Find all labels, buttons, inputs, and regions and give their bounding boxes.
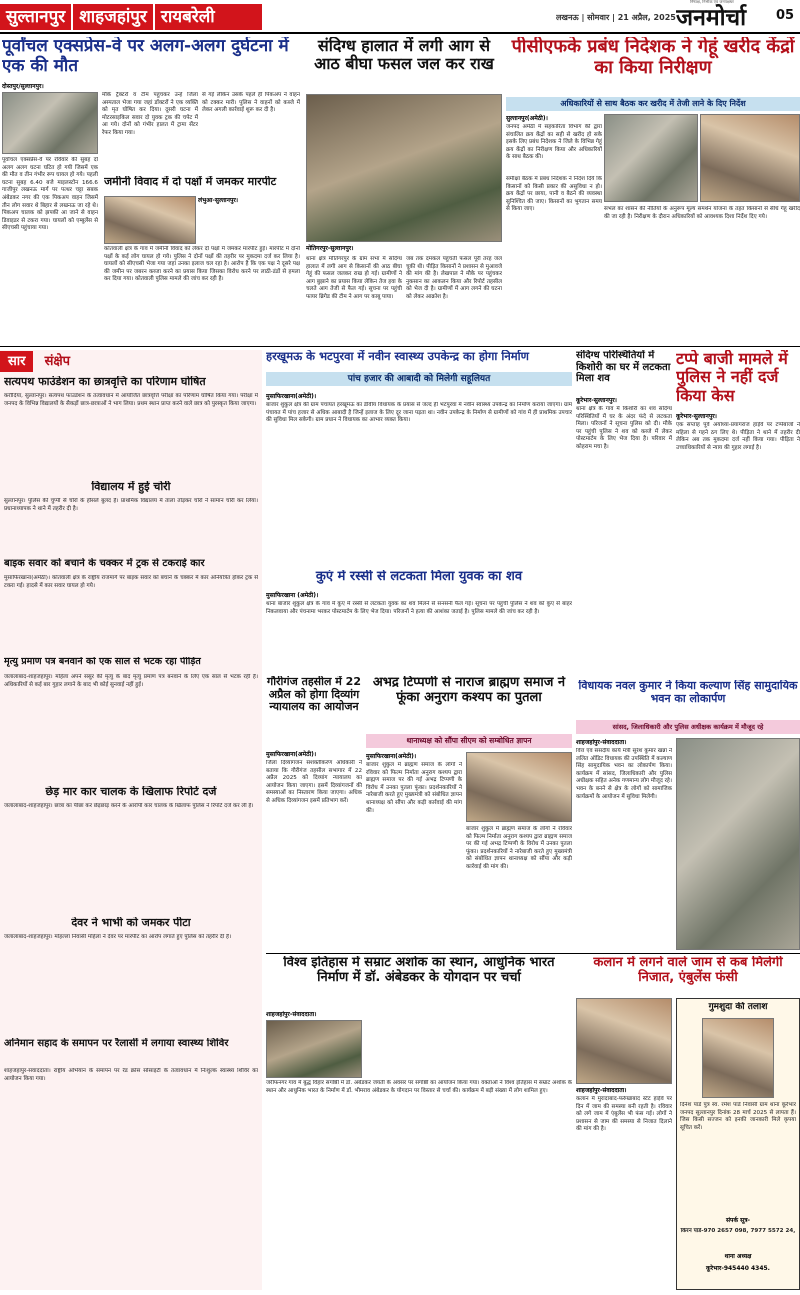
a13-headline: कलान में लगने वाले जाम से कब मिलेगी निजात, एंबुलेंस फंसी [593,956,783,985]
a8-photo [466,752,572,822]
a4-subhead-band: अधिकारियों से साथ बैठक कर खरीद में तेजी लाने के दिए निर्देश [506,97,800,111]
sar-item-title: विद्यालय में हुई चोरी [91,481,171,493]
missing-title: गुमशुदा की तलाश [708,1002,768,1012]
missing-station: थाना अध्यक्ष [724,1253,752,1260]
a4-body-3: संभल का शासन की नीतियों के अनुरूप मूल्य समर्थन योजना के तहत किसानों से सीधे गेहूं खरीद की जा रही है। निरीक्षण के दौरान अधिकारियों को आवश्यक दिशा निर्देश दिए गये। [604,206,800,220]
a6-body: थाना बाजार शुकुल क्षेत्र के गांव में कुएं में रस्सी से लटकता युवक का शव मिलने से सनसनी फैल गई। सूचना पर पहुंची पुलिस ने शव को कुएं से बाहर निकलवाया और पंचनामा भरकर पोस्टमार्टम के लिए भेज दिया। परिजनों ने हत्या की आशंका जताई है। पुलिस मामले की जांच कर रही है। [266,601,572,615]
a5-subhead-band: पांच हजार की आबादी को मिलेगी सहूलियत [266,372,572,386]
a11-photo [676,738,800,950]
sar-item-body: मुसाफिरखाना(अमेठी)। कोतवाली क्षेत्र के राष्ट्रीय राजमार्ग पर बाइक सवार को बचाने के चक्कर में कार अनियंत्रित होकर ट्रक से टकरा गई। हादसे में कार सवार घायल हो गये। [4,575,258,589]
masthead-rule [0,32,800,34]
a12-body: जरीफनगर गांव में बुद्ध विहार संगोष्ठी में डॉ. अंबेडकर जयंती के अवसर पर संगोष्ठी का आयोजन किया गया। वक्ताओं ने विश्व इतिहास में सम्राट अशोक के स्थान और आधुनिक भारत के निर्माण में डॉ. भीमराव अंबेडकर के योगदान पर विस्तार से चर्चा की। कार्यक्रम में बड़ी संख्या में लोग शामिल हुए। [266,1080,572,1094]
sar-item-title: सत्यपथ फाउंडेशन का छात्रवृत्ति का परिणाम घोषित [4,376,206,388]
a5-headline: हरखूमऊ के भटपुरवा में नवीन स्वास्थ्य उपकेन्द्र का होगा निर्माण [266,350,529,363]
city-raebareli: रायबरेली [160,7,215,27]
a7-dateline: मुसाफिरखाना(अमेठी)। [266,751,317,758]
a8-subhead-band: थानाध्यक्ष को सौंपा सीएम को सम्बोधित ज्ञापन [366,734,572,748]
sar-item-title: बाइक सवार को बचाने के चक्कर में ट्रक से टकराई कार [4,558,205,569]
a2-headline: जमीनी विवाद में दो पक्षों में जमकर मारपीट [104,176,277,188]
a1-body-1: पूर्वांचल एक्सप्रेस-वे पर रविवार की सुबह दो अलग अलग घटना घटित हो गयी जिसमें एक की मौत व तीन गंभीर रूप घायल हो गये। पहली घटना सुबह 6.40 बजे माइलस्टोन 166.6 गाजीपुर लखनऊ मार्ग पर पत्थर चट्टा सबक अंबेडकर नगर की एक पिकअप वाहन जिसमें तीन लोग सवार थे बिहार से लखनऊ जा रहे थे। पिकअप चालक को झपकी आ जाने से वाहन डिवाइडर से टकरा गया। घायलों को एम्बुलेंस से सीएचसी पहुंचाया गया। [2,157,98,232]
a8-headline: अभद्र टिप्पणी से नाराज ब्राह्मण समाज ने फूंका अनुराग कश्यप का पुतला [372,676,566,705]
a2-dateline: लंभुआ-सुल्तानपुर। [198,197,239,204]
a3-caption: मोतिगरपुर-सुल्तानपुर। [306,245,354,252]
a10-body: एक सप्ताह पूर्व अयोध्या-प्रयागराज हाईवे पर टप्पेबाजों ने महिला से गहने ठग लिए थे। पीड़िता ने थाने में तहरीर दी लेकिन अब तक मुकदमा दर्ज नहीं किया गया। पीड़िता ने उच्चाधिकारियों से न्याय की गुहार लगाई है। [676,422,800,451]
sar-item-body: करौंदिया, सुल्तानपुर। सत्यपथ फाउंडेशन के तत्वावधान में आयोजित छात्रवृत्ति परीक्षा का परिणाम घोषित किया गया। परीक्षा में जनपद के विभिन्न विद्यालयों के सैकड़ों छात्र-छात्राओं ने भाग लिया। प्रथम स्थान प्राप्त करने वाले छात्र को पुरस्कृत किया जाएगा। [4,393,258,407]
a12-headline: विश्व इतिहास में सम्राट अशोक का स्थान, आधुनिक भारत निर्माण में डॉ. अंबेडकर के योगदान पर चर्चा [283,956,555,985]
a11-body: वित्त एवं संसदीय कार्य मंत्री सुरेश कुमार खन्ना ने ललित ऑडिट विधायक की उपस्थिति में कल्याण सिंह सामुदायिक भवन का लोकार्पण किया। कार्यक्रम में सांसद, जिलाधिकारी और पुलिस अधीक्षक सहित अनेक गणमान्य लोग मौजूद रहे। भवन के बनने से क्षेत्र के लोगों को सामाजिक कार्यक्रमों के आयोजन में सुविधा मिलेगी। [576,748,672,800]
sar-header [0,350,262,372]
sar-tag-2: संक्षेप [44,354,71,369]
missing-person-photo [702,1018,774,1098]
a1-body-3: से गई लेकिन उसके पहले ही पिकअप ने वाहन को टक्कर मारी। पुलिस ने वाहनों को कब्जे में लेकर अगली कार्रवाई शुरू कर दी है। [202,92,300,114]
sar-item-body: सुल्तानपुर। पुलिस की चुप्पी से चोरों के हौसले बुलंद हैं। प्राथमिक विद्यालय में ताला तोड़कर चोरों ने सामान चोरी कर लिया। प्रधानाध्यापक ने थाने में तहरीर दी है। [4,498,258,512]
a12-photo [266,1020,362,1078]
a9-body: थाना क्षेत्र के गांव में किशोरी का शव संदिग्ध परिस्थितियों में घर के अंदर फंदे से लटकता मिला। परिजनों ने सूचना पुलिस को दी। मौके पर पहुंची पुलिस ने शव को कब्जे में लेकर पोस्टमार्टम के लिए भेज दिया है। परिवार में कोहराम मचा है। [576,406,672,450]
a4-body-2: समीक्षा बैठक में प्रबंध निदेशक ने निर्देश दिये कि किसानों को किसी प्रकार की असुविधा न हो। क्रय केंद्रों पर छाया, पानी व बैठने की व्यवस्था सुनिश्चित की जाए। किसानों का भुगतान समय से किया जाए। [506,176,602,213]
a13-body: कलान में मुरादाबाद-फर्रुखाबाद स्टेट हाईवे पर दिन में जाम की समस्या बनी रहती है। रविवार को लगे जाम में एंबुलेंस भी फंस गई। लोगों ने प्रशासन से जाम की समस्या से निजात दिलाने की मांग की है। [576,1096,672,1133]
sar-item-body: जलालाबाद-शाहजहांपुर। छात्रा का पीछा कर छेड़छाड़ करने के आरोपी कार चालक के खिलाफ पुलिस ने रिपोर्ट दर्ज कर ली है। [4,803,254,809]
a4-dateline: सुल्तानपुर(अमेठी)। [506,115,548,122]
logo-tagline: निष्पक्ष, निर्भीक एवं जनपक्षधर [690,0,734,4]
missing-contact: किरन पांडे-970 2657 098, 7977 5572 24, [680,1228,796,1234]
a2-photo [104,196,196,244]
a5-body: बाजार शुकुल क्षेत्र की ग्राम पंचायत हरखूमऊ का डीवीय विधायक के प्रयास से जल्द ही भटपुरवा में नवीन स्वास्थ्य उपकेन्द्र का निर्माण कराया जाएगा। ग्राम पंचायत में पांच हजार से अधिक आबादी है जिन्हें इलाज के लिए दूर जाना पड़ता था। नवीन उपकेन्द्र के निर्माण से ग्रामीणों को गांव में ही प्राथमिक उपचार की सुविधा मिल सकेगी। ग्राम प्रधान ने विधायक का आभार व्यक्त किया। [266,402,572,424]
a1-body-2: मौके ट्रैक्टरों व टीम पहुंचकर उन्हें जिला अस्पताल भेजा गया जहां डॉक्टरों ने एक व्यक्ति को मृत घोषित कर दिया। दूसरी घटना में मोटरसाइकिल सवार दो युवक ट्रक की चपेट में आ गये। दोनों को गंभीर हालत में ट्रामा सेंटर रेफर किया गया। [102,92,198,136]
a10-dateline: कूरेभार-सुल्तानपुर। [676,413,717,420]
a7-body: जिला दिव्यांगजन सशक्तीकरण अधिकारी ने बताया कि गौरीगंज तहसील सभागार में 22 अप्रैल 2025 को दिव्यांग न्यायालय का आयोजन किया जाएगा। इसमें दिव्यांगजनों की समस्याओं का निस्तारण किया जाएगा। अधिक से अधिक दिव्यांगजन इसमें प्रतिभाग करें। [266,760,362,804]
city-shahjahanpur: शाहजहांपुर [79,7,147,27]
a13-dateline: शाहजहांपुर-संवाददाता। [576,1087,627,1094]
a6-dateline: मुसाफिरखाना (अमेठी)। [266,592,319,599]
a4-body-1: जनपद अमेठी में सहकारिता विभाग की द्वारा संचालित क्रय केंद्रों का सही से खरीद हो सके इसके लिए प्रबंध निदेशक ने जिले के विभिन्न गेहूं क्रय केंद्रों का निरीक्षण किया और अधिकारियों के साथ बैठक की। [506,124,602,161]
a3-body-1: थाना क्षेत्र मोतिगरपुर के ग्राम सभा में संदिग्ध हालात में लगी आग से किसानों की आठ बीघा गेहूं की फसल जलकर राख हो गई। ग्रामीणों ने आग बुझाने का प्रयास किया लेकिन तेज हवा के चलते आग तेजी से फैल गई। सूचना पर पहुंची फायर ब्रिगेड की टीम ने आग पर काबू पाया। [306,256,402,300]
a12-dateline: शाहजहांपुर-संवाददाता। [266,1011,317,1018]
sar-tag: सार [0,351,33,372]
sar-item-title: मृत्यु प्रमाण पत्र बनवाने को एक साल से भटक रहा पीड़ित [4,657,201,667]
missing-contact-label: संपर्क सूत्र- [725,1217,751,1224]
a6-headline: कुएं में रस्सी से लटकता मिला युवक का शव [315,570,523,584]
sar-item-title: देवर ने भाभी को जमकर पीटा [71,917,191,929]
a7-headline: गौरीगंज तहसील में 22 अप्रैल को होगा दिव्यांग न्यायालय का आयोजन [267,676,361,714]
sar-item-body: शाहजहांपुर-संवाददाता। राष्ट्रीय अभियान के समापन पर रेड क्रॉस सोसाइटी के तत्वावधान में निःशुल्क स्वास्थ्य शिविर का आयोजन किया गया। [4,1068,258,1082]
masthead-city-bar [0,4,262,30]
page-number: 05 [776,8,795,23]
a8-body: बाजार शुकुल में ब्राह्मण समाज के लोगों ने रविवार को फिल्म निर्माता अनुराग कश्यप द्वारा ब्राह्मण समाज पर की गई अभद्र टिप्पणी के विरोध में उनका पुतला फूंका। प्रदर्शनकारियों ने नारेबाजी करते हुए मुख्यमंत्री को संबोधित ज्ञापन थानाध्यक्ष को सौंपा और कड़ी कार्रवाई की मांग की। [366,762,462,814]
dateline: लखनऊ | सोमवार | 21 अप्रैल, 2025 [556,13,676,22]
missing-body: दिनेश पांडे पुत्र स्व. रमेश पांडे निवासी ग्राम थाना कूरेभार जनपद सुल्तानपुर दिनांक 28 मार्च 2025 से लापता हैं। जिस किसी सज्जन को इनकी जानकारी मिले कृपया सूचित करें। [680,1102,796,1131]
a13-photo [576,998,672,1084]
a8-body-2: बाजार शुकुल में ब्राह्मण समाज के लोगों ने रविवार को फिल्म निर्माता अनुराग कश्यप द्वारा ब्राह्मण समाज पर की गई अभद्र टिप्पणी के विरोध में उनका पुतला फूंका। प्रदर्शनकारियों ने नारेबाजी करते हुए मुख्यमंत्री को संबोधित ज्ञापन थानाध्यक्ष को सौंपा और कड़ी कार्रवाई की मांग की। [466,826,572,870]
a3-body-2: जब तक दमकल पहुंचती फसल पूरी तरह जल चुकी थी। पीड़ित किसानों ने प्रशासन से मुआवजे की मांग की है। लेखपाल ने मौके पर पहुंचकर नुकसान का आकलन किया और रिपोर्ट तहसील को भेज दी है। ग्रामीणों में आग लगने की घटना को लेकर आक्रोश है। [406,256,502,300]
a2-body: कोतवाली क्षेत्र के गांव में जमीनी विवाद को लेकर दो पक्षों में जमकर मारपीट हुई। मारपीट में दोनों पक्षों के कई लोग घायल हो गये। पुलिस ने दोनों पक्षों की तहरीर पर मुकदमा दर्ज कर लिया है। घायलों को सीएचसी भेजा गया जहां उनका इलाज चल रहा है। आरोप है कि एक पक्ष ने दूसरे पक्ष की जमीन पर जबरन कब्जा करने का प्रयास किया जिसका विरोध करने पर लाठी-डंडों से हमला कर दिया गया। कोतवाली पुलिस मामले की जांच कर रही है। [104,246,300,283]
a1-dateline: दोस्तपुर/सुल्तानपुर। [2,83,44,90]
sar-item-title: छेड़ मार कार चालक के खिलाफ रिपोर्ट दर्ज [45,786,217,798]
a9-dateline: कूरेभार-सुल्तानपुर। [576,397,617,404]
a9-headline: संदिग्ध परिस्थितियों में किशोरी का घर में लटकता मिला शव [576,350,671,384]
a4-photo-small [604,114,698,202]
a11-dateline: शाहजहांपुर-संवाददाता। [576,739,627,746]
a4-headline: पीसीएफके प्रबंध निदेशक ने गेहूं खरीद केंद्रों का किया निरीक्षण [511,37,795,78]
section-rule-1 [0,346,800,347]
a10-headline: टप्पे बाजी मामले में पुलिस ने नहीं दर्ज किया केस [676,350,788,405]
a8-dateline: मुसाफिरखाना(अमेठी)। [366,753,417,760]
a1-headline: पूर्वांचल एक्सप्रेस-वे पर अलग-अलग दुर्घटना में एक की मौत [2,37,289,76]
missing-station-2: कूरेभार-945440 4345. [706,1265,770,1272]
sar-item-body: जलालाबाद-शाहजहांपुर। मोहल्ला निवासी महिला ने देवर पर मारपीट का आरोप लगाते हुए पुलिस को तहरीर दी है। [4,934,232,940]
a11-headline: विधायक नवल कुमार ने किया कल्याण सिंह सामुदायिक भवन का लोकार्पण [578,680,798,705]
newspaper-logo: जनमोर्चा [676,4,747,30]
a5-dateline: मुसाफिरखाना(अमेठी)। [266,393,317,400]
a4-photo-main [700,114,800,202]
sar-item-body: जलालाबाद-शाहजहांपुर। महिला अपने ससुर की मृत्यु के बाद मृत्यु प्रमाण पत्र बनवाने के लिए एक साल से भटक रही है। अधिकारियों से कई बार गुहार लगाने के बाद भी कोई सुनवाई नहीं हुई। [4,674,258,688]
a3-photo [306,94,502,242]
section-rule-2 [266,953,800,954]
a11-subhead-band: सांसद, जिलाधिकारी और पुलिस अधीक्षक कार्यक्रम में मौजूद रहे [576,720,800,734]
a1-photo [2,92,98,154]
a3-headline: संदिग्ध हालात में लगी आग से आठ बीघा फसल जल कर राख [314,37,494,74]
sar-item-title: अनिमान सहाद के समापन पर रैलासीं में लगाया स्वास्थ्य शिविर [4,1038,229,1049]
city-sultanpur: सुल्तानपुर [6,7,66,27]
